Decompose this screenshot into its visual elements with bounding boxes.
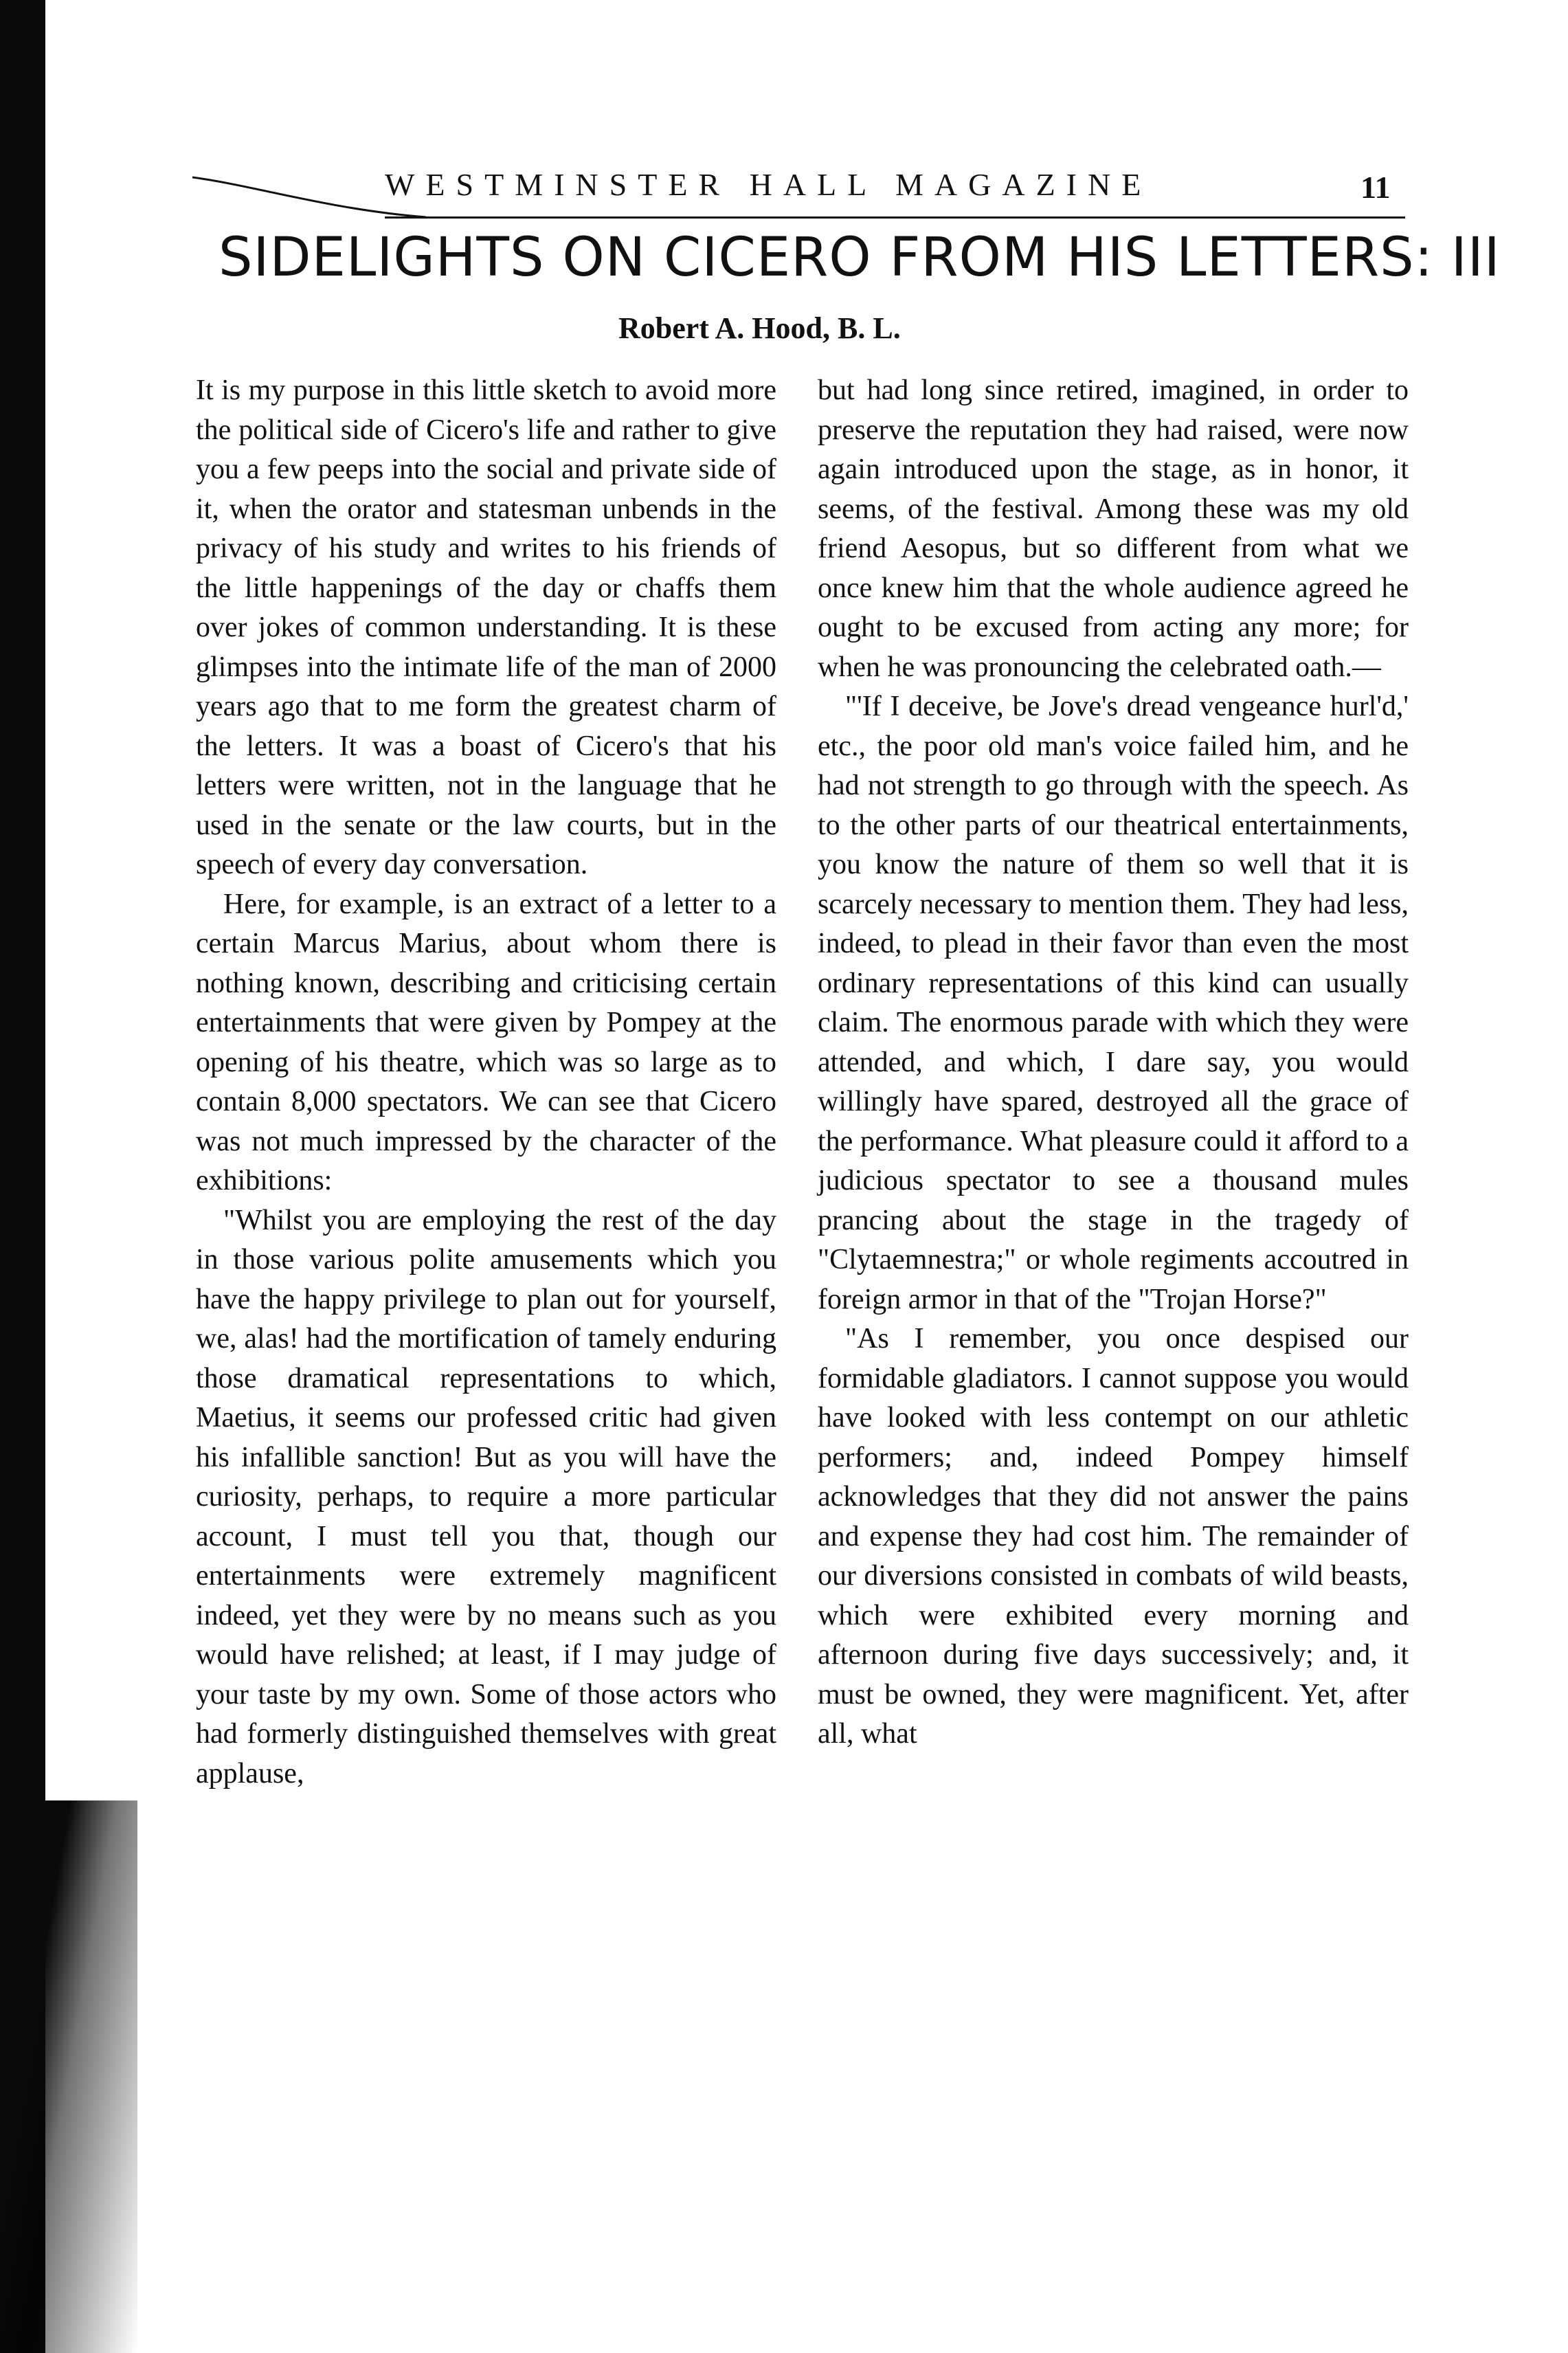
left-column [196, 371, 776, 1794]
paragraph: It is my purpose in this little sketch to avoid more the political side of Cicero's life and rather to give you a few peeps into the social and private side of it, when the orator and statesman unbends in the privacy of his study and writes to his friends of the little happenings of the day or chaffs them over jokes of common understanding. It is these glimpses into the intimate life of the man of 2000 years ago that to me form the greatest charm of the letters. It was a boast of Cicero's that his letters were written, not in the language that he used in the senate or the law courts, but in the speech of every day conversation. [196, 375, 776, 880]
paragraph: Here, for example, is an extract of a letter to a certain Marcus Marius, about whom there is nothing known, describing and criticising certain entertainments that were given by Pompey at the opening of his theatre, which was so large as to contain 8,000 spectators. We can see that Cicero was not much impressed by the character of the exhibitions: [196, 888, 776, 1196]
article-author: Robert A. Hood, B. L. [618, 311, 901, 345]
paragraph: but had long since retired, imagined, in order to preserve the reputation they had raised, were now again introduced upon the stage, as in honor, it seems, of the festival. Among these was my old friend Aesopus, but so different from what we once knew him that the whole audience agreed he ought to be excused from acting any more; for when he was pronouncing the celebrated oath.— [818, 375, 1409, 683]
running-header: WESTMINSTER HALL MAGAZINE [385, 167, 1152, 202]
article-title: SIDELIGHTS ON CICERO FROM HIS LETTERS: III [219, 227, 1501, 289]
paragraph: "'If I deceive, be Jove's dread vengeance hurl'd,' etc., the poor old man's voice failed him, and he had not strength to go through with the speech. As to the other parts of our theatrical entertainments, you know the nature of them so well that it is scarcely necessary to mention them. They had less, indeed, to plead in their favor than even the most ordinary representations of this kind can usually claim. The enormous parade with which they were attended, and which, I dare say, you would willingly have spared, destroyed all the grace of the performance. What pleasure could it afford to a judicious spectator to see a thousand mules prancing about the stage in the tragedy of "Clytaemnestra;" or whole regiments accoutred in foreign armor in that of the "Trojan Horse?" [818, 691, 1409, 1315]
header-rule [385, 216, 1405, 219]
page-binding-shadow [0, 1800, 137, 2353]
paragraph: "As I remember, you once despised our formidable gladiators. I cannot suppose you would have looked with less contempt on our athletic performers; and, indeed Pompey himself acknowledges that they did not answer the pains and expense they had cost him. The remainder of our diversions consisted in combats of wild beasts, which were exhibited every morning and afternoon during five days successively; and, it must be owned, they were magnificent. Yet, after all, what [818, 1323, 1409, 1750]
right-column [818, 371, 1409, 1754]
paragraph: "Whilst you are employing the rest of the day in those various polite amusements which you have the happy privilege to plan out for yourself, we, alas! had the mortification of tamely enduring those dramatical representations to which, Maetius, it seems our professed critic had given his infallible sanction! But as you will have the curiosity, perhaps, to require a more particular account, I must tell you that, though our entertainments were extremely magnificent indeed, yet they were by no means such as you would have relished; at least, if I may judge of your taste by my own. Some of those actors who had formerly distinguished themselves with great applause, [196, 1204, 776, 1789]
page-number: 11 [1360, 170, 1391, 205]
